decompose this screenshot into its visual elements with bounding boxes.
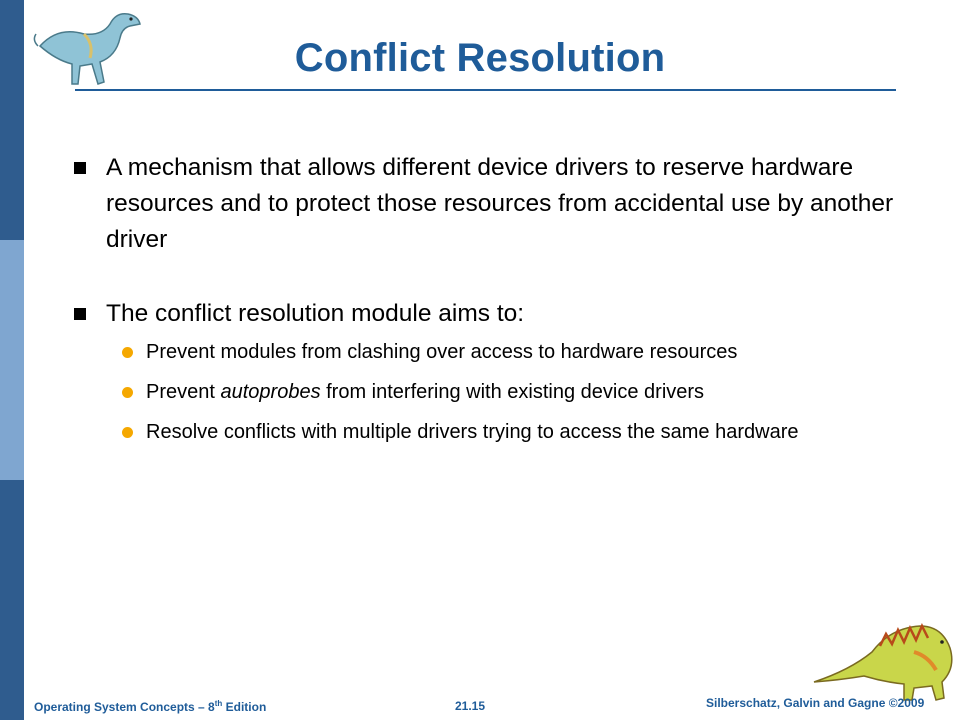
sidebar-segment-middle (0, 240, 24, 480)
bullet-1-text: A mechanism that allows different device drivers to reserve hardware resources and to protect those resources from accidental use by another driver (106, 154, 894, 253)
footer-book-title-sup: th (214, 699, 223, 708)
footer-page-number: 21.15 (455, 699, 486, 713)
bullet-2 (70, 296, 930, 332)
left-sidebar-bar (0, 0, 24, 720)
square-bullet-icon (74, 162, 86, 174)
slide-content (70, 150, 930, 446)
sub-bullet-2-before: Prevent (146, 381, 221, 403)
sub-bullet-2-text (146, 378, 886, 406)
slide-title: Conflict Resolution (294, 36, 666, 80)
sub-bullet-1-text: Prevent modules from clashing over access to hardware resources (146, 341, 738, 363)
title-underline (75, 89, 896, 91)
sub-bullet-3-text: Resolve conflicts with multiple drivers trying to access the same hardware (146, 421, 799, 443)
sub-bullet-2 (70, 378, 930, 406)
footer-book-title (34, 699, 266, 714)
sub-bullet-3 (70, 418, 930, 446)
round-bullet-icon (122, 427, 133, 438)
footer-authors: Silberschatz, Galvin and Gagne ©2009 (706, 696, 925, 710)
square-bullet-icon (74, 308, 86, 320)
sub-bullet-2-after: from interfering with existing device drivers (320, 381, 705, 403)
footer-book-title-suffix: Edition (222, 700, 267, 714)
round-bullet-icon (122, 387, 133, 398)
sidebar-segment-bottom (0, 480, 24, 720)
sub-bullet-2-italic: autoprobes (220, 381, 321, 403)
bullet-1 (70, 150, 930, 258)
round-bullet-icon (122, 347, 133, 358)
bullet-2-text: The conflict resolution module aims to: (106, 300, 525, 327)
footer-book-title-prefix: Operating System Concepts – 8 (34, 700, 215, 714)
dinosaur-bottom-icon (810, 612, 960, 704)
sub-bullet-1 (70, 338, 930, 366)
